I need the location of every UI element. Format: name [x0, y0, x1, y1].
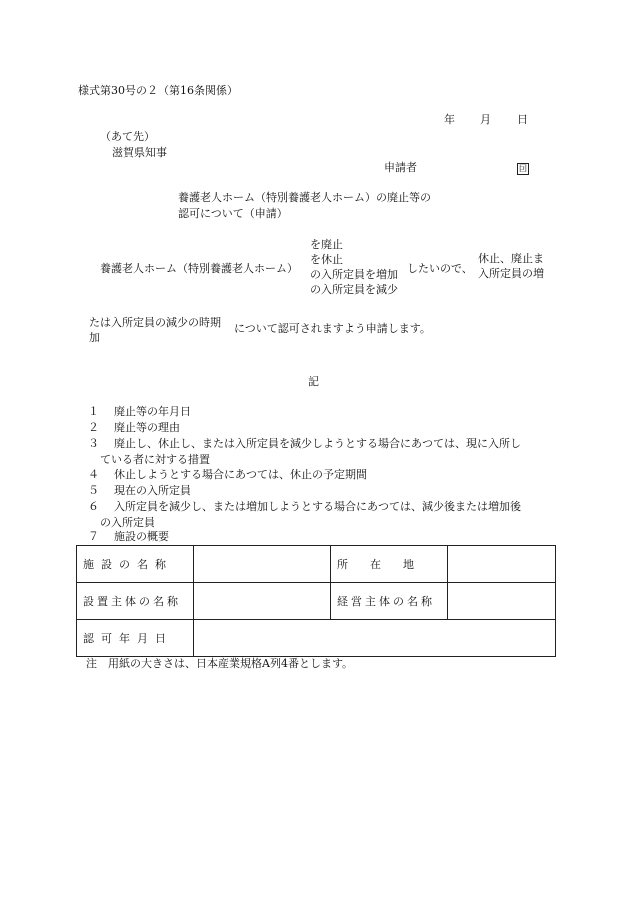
option-suspend: を休止 [310, 253, 343, 266]
label-approval-date: 認可年月日 [77, 620, 194, 657]
right-option-1: 休止、廃止ま [478, 252, 544, 265]
addressee-name: 滋賀県知事 [112, 146, 167, 159]
value-operator-name [448, 583, 556, 620]
label-founder-name: 設置主体の名称 [77, 583, 194, 620]
form-number: 様式第30号の２（第16条関係） [78, 84, 238, 97]
list-item: ５ 現在の入所定員 [88, 484, 191, 497]
date-month: 月 [480, 113, 491, 126]
facility-table [76, 545, 556, 657]
left2-option-1: たは入所定員の減少の時期 [89, 316, 221, 329]
label-location: 所 在 地 [331, 546, 448, 583]
date-day: 日 [517, 113, 528, 126]
body-options [310, 237, 398, 297]
list-item: ２ 廃止等の理由 [88, 421, 180, 434]
left2-option-2: 加 [89, 331, 100, 344]
value-founder-name [194, 583, 331, 620]
body-facility-type: 養護老人ホーム（特別養護老人ホーム） [100, 262, 298, 275]
list-item: １ 廃止等の年月日 [88, 405, 191, 418]
table-row [77, 546, 556, 583]
list-item: ７ 施設の概要 [88, 530, 169, 543]
value-location [448, 546, 556, 583]
body-left2-options [89, 315, 221, 345]
date-year: 年 [444, 113, 455, 126]
body-ending: について認可されますよう申請します。 [234, 322, 431, 335]
list-item: ６ 入所定員を減少し、または増加しようとする場合にあつては、減少後または増加後 の入所定員 [88, 500, 521, 529]
label-operator-name: 経営主体の名称 [331, 583, 448, 620]
seal-mark: 囙 [519, 164, 527, 173]
value-approval-date [194, 620, 556, 657]
option-close: を廃止 [310, 238, 343, 251]
subject-line1: 養護老人ホーム（特別養護老人ホーム）の廃止等の [178, 191, 431, 204]
list-item: ３ 廃止し、休止し、または入所定員を減少しようとする場合にあつては、現に入所し ている者に対する措置 [88, 437, 521, 466]
body-right-options [478, 251, 544, 281]
table-row [77, 583, 556, 620]
addressee-prefix: （あて先） [100, 130, 155, 143]
note: 注 用紙の大きさは、日本産業規格A列4番とします。 [86, 657, 354, 670]
table-row [77, 620, 556, 657]
subject-line2: 認可について（申請） [178, 207, 288, 220]
body-middle: したいので、 [407, 262, 473, 275]
ki-heading: 記 [308, 375, 319, 388]
label-facility-name: 施設の名称 [77, 546, 194, 583]
option-increase: の入所定員を増加 [310, 268, 398, 281]
applicant-label: 申請者 [384, 161, 417, 174]
list-item: ４ 休止しようとする場合にあつては、休止の予定期間 [88, 468, 367, 481]
right-option-2: 入所定員の増 [478, 267, 544, 280]
option-decrease: の入所定員を減少 [310, 283, 398, 296]
value-facility-name [194, 546, 331, 583]
